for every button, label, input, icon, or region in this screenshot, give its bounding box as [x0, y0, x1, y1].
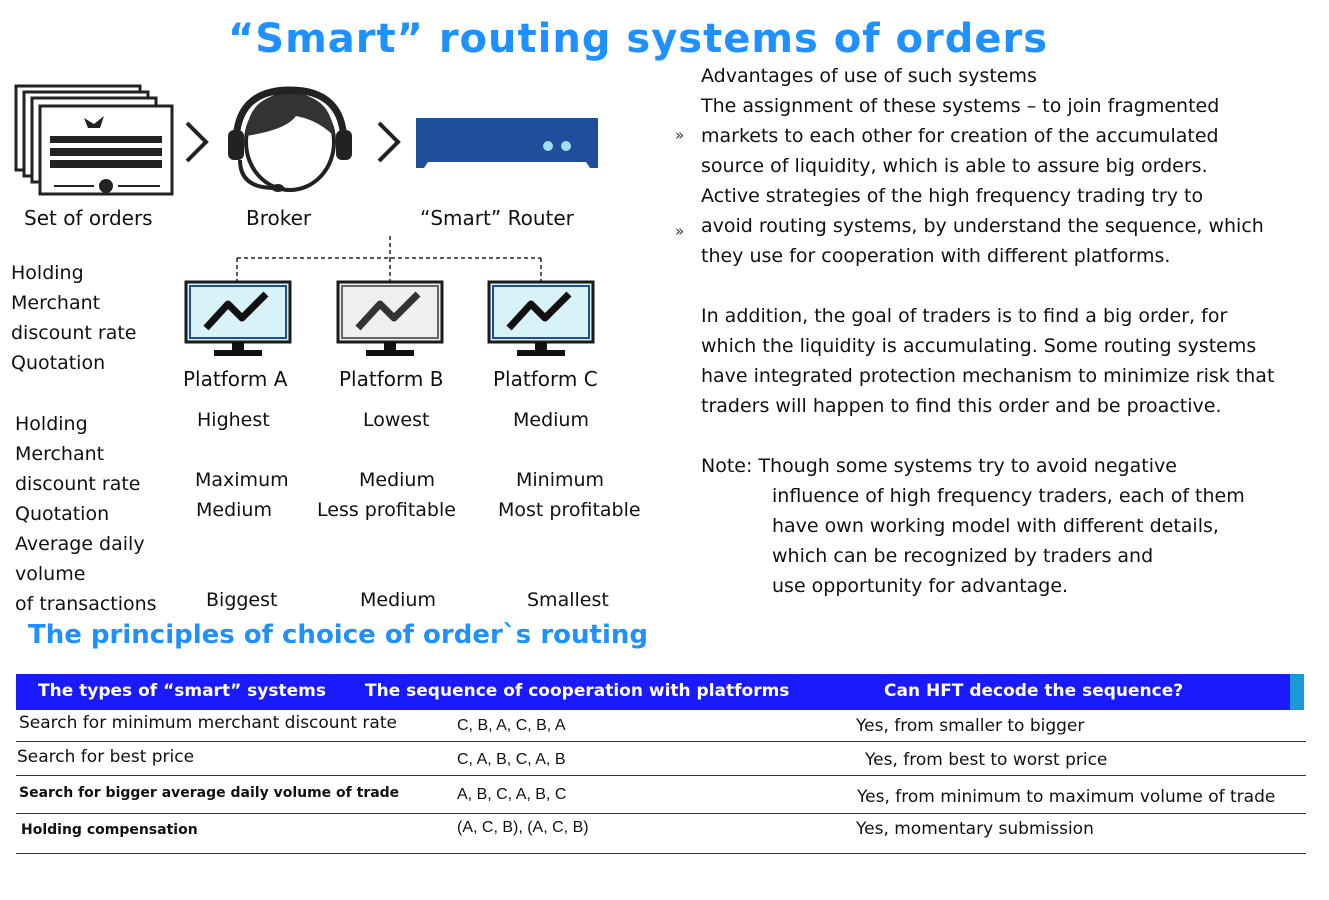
table-cell-type: Search for bigger average daily volume of trade [19, 785, 400, 801]
comparison-label: volume [15, 563, 86, 585]
holding-c: Medium [513, 409, 589, 431]
table-cell-sequence: A, B, C, A, B, C [457, 786, 567, 803]
text-line: have integrated protection mechanism to minimize risk that [701, 365, 1275, 387]
table-header-edge [1290, 674, 1304, 710]
table-cell-decode: Yes, from smaller to bigger [856, 716, 1085, 736]
table-cell-decode: Yes, from best to worst price [865, 750, 1108, 770]
text-line: Note: Though some systems try to avoid negative [701, 455, 1177, 477]
advantages-heading: Advantages of use of such systems [701, 65, 1037, 87]
table-cell-type: Search for best price [17, 747, 195, 767]
text-line: which can be recognized by traders and [772, 545, 1154, 567]
note-paragraph [701, 451, 1245, 601]
table-row-divider [16, 775, 1306, 776]
text-line: markets to each other for creation of the accumulated [701, 125, 1219, 147]
left-label-holding: Holding [11, 262, 84, 284]
platform-b-label: Platform B [339, 367, 444, 391]
section-subtitle: The principles of choice of order`s routing [28, 620, 648, 650]
holding-b: Lowest [363, 409, 430, 431]
discount-c: Minimum [516, 469, 605, 491]
chevron-right-icon [184, 120, 210, 164]
table-header-types: The types of “smart” systems [38, 681, 326, 701]
page-title: “Smart” routing systems of orders [228, 16, 1049, 62]
comparison-row-labels [15, 409, 157, 619]
table-cell-decode: Yes, momentary submission [856, 819, 1094, 839]
left-label-quotation: Quotation [11, 352, 106, 374]
text-line: which the liquidity is accumulating. Some routing systems [701, 335, 1257, 357]
table-cell-type: Holding compensation [21, 822, 198, 838]
text-line: traders will happen to find this order and be proactive. [701, 395, 1222, 417]
table-row-divider [16, 813, 1306, 814]
table-row-divider [16, 741, 1306, 742]
table-header-decode: Can HFT decode the sequence? [884, 681, 1184, 701]
volume-a: Biggest [206, 589, 278, 611]
text-line: Active strategies of the high frequency trading try to [701, 185, 1204, 207]
holding-a: Highest [197, 409, 270, 431]
advantages-paragraph [701, 91, 1264, 271]
table-cell-type: Search for minimum merchant discount rate [19, 713, 397, 733]
table-cell-sequence: C, A, B, C, A, B [457, 751, 566, 768]
volume-c: Smallest [527, 589, 609, 611]
text-line: avoid routing systems, by understand the sequence, which [701, 215, 1264, 237]
table-cell-sequence: C, B, A, C, B, A [457, 717, 566, 734]
quotation-a: Medium [196, 499, 272, 521]
comparison-label: Holding [15, 413, 88, 435]
broker-headset-icon [226, 80, 354, 195]
quotation-b: Less profitable [317, 499, 456, 521]
comparison-label: discount rate [15, 473, 141, 495]
text-line: source of liquidity, which is able to assure big orders. [701, 155, 1208, 177]
chevron-right-icon [376, 120, 402, 164]
discount-b: Medium [359, 469, 435, 491]
table-cell-decode: Yes, from minimum to maximum volume of trade [857, 787, 1276, 807]
platform-a-monitor-icon [184, 280, 292, 358]
text-line: they use for cooperation with different platforms. [701, 245, 1171, 267]
table-row-divider [16, 853, 1306, 854]
bullet-mark: » [675, 126, 685, 144]
platform-b-monitor-icon [336, 280, 444, 358]
router-label: “Smart” Router [420, 206, 574, 230]
left-label-discount-rate: discount rate [11, 322, 137, 344]
comparison-label: Merchant [15, 443, 105, 465]
orders-document-icon [14, 84, 176, 200]
volume-b: Medium [360, 589, 436, 611]
comparison-label: of transactions [15, 593, 157, 615]
router-icon [414, 116, 600, 168]
table-cell-sequence: (A, C, B), (A, C, B) [457, 819, 589, 836]
bullet-mark: » [675, 222, 685, 240]
comparison-label: Quotation [15, 503, 110, 525]
left-labels [11, 258, 136, 378]
broker-label: Broker [246, 206, 312, 230]
text-line: influence of high frequency traders, each of them [772, 485, 1245, 507]
platform-c-label: Platform C [493, 367, 598, 391]
text-line: In addition, the goal of traders is to find a big order, for [701, 305, 1228, 327]
left-label-merchant: Merchant [11, 292, 101, 314]
router-platform-connectors [230, 236, 550, 286]
platform-a-label: Platform A [183, 367, 288, 391]
platform-c-monitor-icon [487, 280, 595, 358]
table-header-sequence: The sequence of cooperation with platforms [365, 681, 790, 701]
liquidity-paragraph [701, 301, 1274, 421]
text-line: The assignment of these systems – to join fragmented [701, 95, 1220, 117]
comparison-label: Average daily [15, 533, 145, 555]
text-line: have own working model with different details, [772, 515, 1219, 537]
discount-a: Maximum [195, 469, 289, 491]
set-of-orders-label: Set of orders [24, 206, 153, 230]
quotation-c: Most profitable [498, 499, 641, 521]
text-line: use opportunity for advantage. [772, 575, 1069, 597]
